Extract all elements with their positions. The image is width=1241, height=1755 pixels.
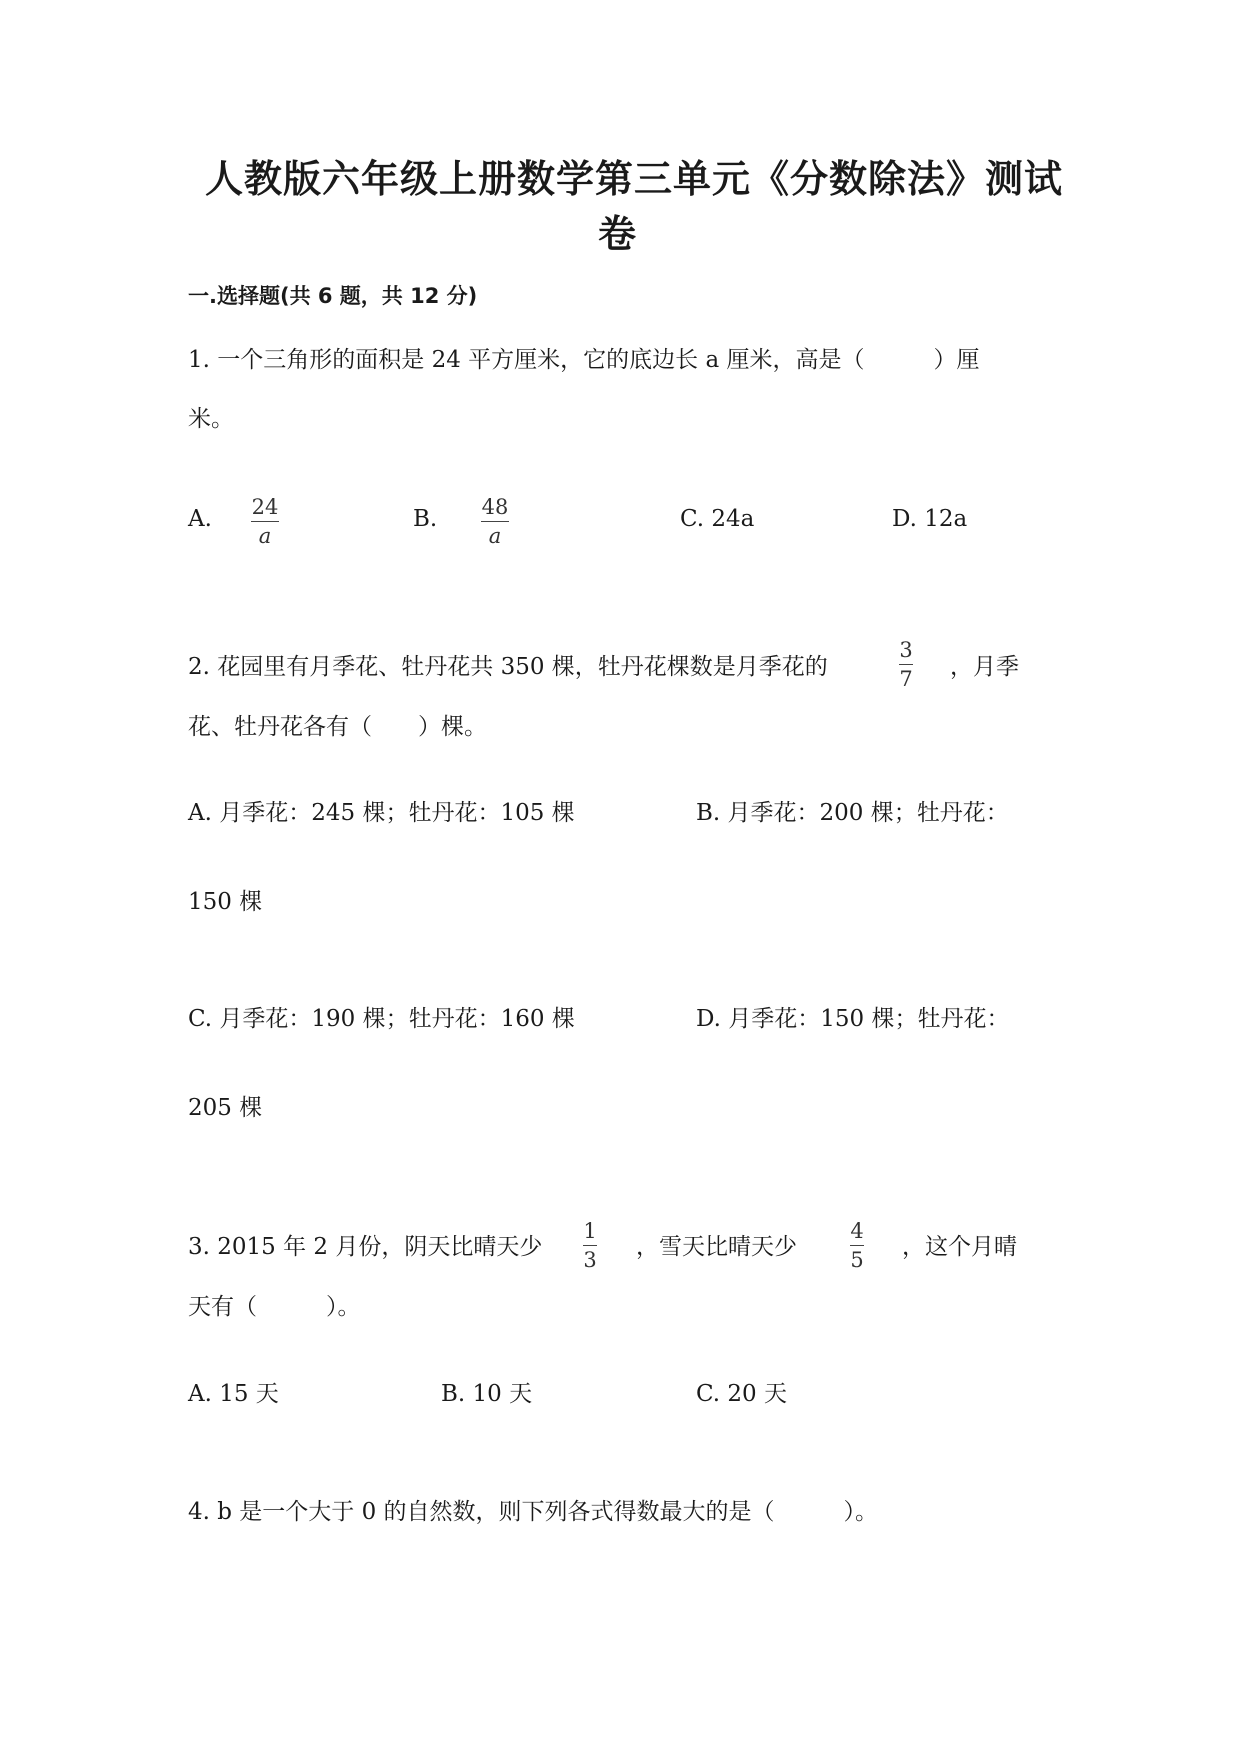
question-3-text-part-2: ，雪天比晴天少: [636, 1234, 797, 1260]
fraction-denominator: 7: [899, 667, 913, 691]
question-2-text-line-2: 花、牡丹花各有（ ）棵。: [188, 714, 487, 740]
fraction-numerator: 1: [583, 1219, 597, 1243]
question-2-text-part-1: 2. 花园里有月季花、牡丹花共 350 棵，牡丹花棵数是月季花的: [188, 654, 828, 680]
question-1-option-d: D. 12a: [892, 506, 968, 532]
question-3-option-a: A. 15 天: [188, 1381, 279, 1407]
page-title-line-1: 人教版六年级上册数学第三单元《分数除法》测试: [205, 157, 1064, 201]
question-3-text-line-2: 天有（ ）。: [188, 1294, 361, 1320]
fraction-numerator: 24: [251, 495, 279, 519]
question-1-text-line-2: 米。: [188, 406, 234, 432]
question-2-option-b-continued: 150 棵: [188, 889, 263, 915]
question-3-text-part-1: 3. 2015 年 2 月份，阴天比晴天少: [188, 1234, 543, 1260]
question-3-option-c: C. 20 天: [696, 1381, 787, 1407]
fraction-numerator: 3: [899, 638, 913, 662]
question-1-option-a-label: A.: [188, 506, 212, 532]
section-heading: 一.选择题(共 6 题，共 12 分): [188, 284, 478, 308]
question-1-text-line-1: 1. 一个三角形的面积是 24 平方厘米，它的底边长 a 厘米，高是（ ）厘: [188, 347, 980, 373]
question-4-text: 4. b 是一个大于 0 的自然数，则下列各式得数最大的是（ ）。: [188, 1499, 879, 1525]
question-1-option-b-fraction: [479, 495, 511, 548]
question-3-fraction-1: [580, 1219, 600, 1272]
question-3-option-b: B. 10 天: [441, 1381, 533, 1407]
fraction-bar: [481, 521, 509, 522]
question-1-option-a-fraction: [249, 495, 281, 548]
question-2-option-a: A. 月季花：245 棵；牡丹花：105 棵: [188, 800, 575, 826]
question-2-option-c: C. 月季花：190 棵；牡丹花：160 棵: [188, 1006, 575, 1032]
fraction-denominator: 5: [850, 1248, 864, 1272]
fraction-denominator: a: [258, 524, 272, 548]
fraction-bar: [583, 1245, 597, 1246]
question-3-text-part-3: ，这个月晴: [902, 1234, 1017, 1260]
question-3-fraction-2: [847, 1219, 867, 1272]
question-2-text-part-2: ，月季: [950, 654, 1019, 680]
fraction-numerator: 48: [481, 495, 509, 519]
question-1-option-b-label: B.: [413, 506, 438, 532]
question-2-option-b: B. 月季花：200 棵；牡丹花：: [696, 800, 1009, 826]
fraction-denominator: a: [488, 524, 502, 548]
page-title-line-2: 卷: [598, 212, 638, 256]
fraction-bar: [899, 664, 913, 665]
question-2-option-d-continued: 205 棵: [188, 1095, 263, 1121]
fraction-numerator: 4: [850, 1219, 864, 1243]
question-1-option-c: C. 24a: [680, 506, 755, 532]
question-2-fraction: [896, 638, 916, 691]
question-2-option-d: D. 月季花：150 棵；牡丹花：: [696, 1006, 1010, 1032]
fraction-bar: [850, 1245, 864, 1246]
fraction-denominator: 3: [583, 1248, 597, 1272]
fraction-bar: [251, 521, 279, 522]
